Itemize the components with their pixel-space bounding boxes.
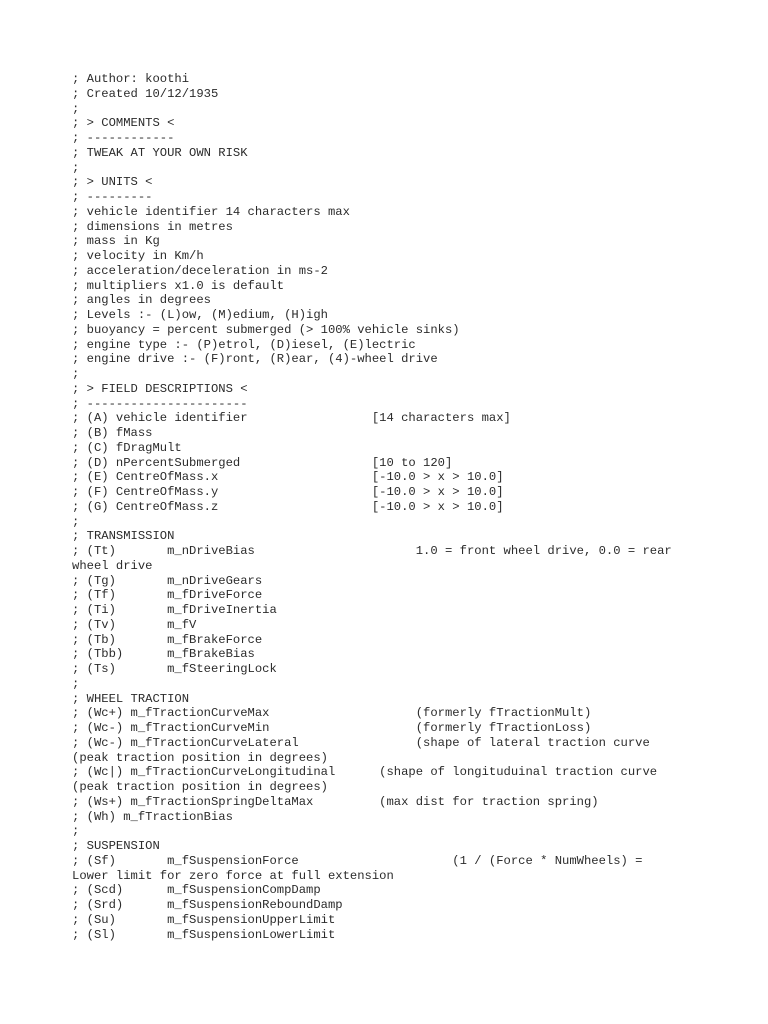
- text-line: ; (Tg) m_nDriveGears: [72, 573, 263, 588]
- text-line: ; (Tf) m_fDriveForce: [72, 588, 263, 603]
- text-line: Lower limit for zero force at full extension: [72, 868, 394, 883]
- text-line: ; buoyancy = percent submerged (> 100% vehicle sinks): [72, 322, 460, 337]
- text-line: (peak traction position in degrees): [72, 780, 328, 794]
- text-line: ; (Tv) m_fV: [72, 617, 197, 632]
- text-line: ; Created 10/12/1935: [72, 86, 219, 101]
- text-line: ; > UNITS <: [72, 175, 153, 190]
- text-line: ; TWEAK AT YOUR OWN RISK: [72, 145, 248, 160]
- text-line: ; (Su) m_fSuspensionUpperLimit: [72, 912, 336, 927]
- text-line: ; (E) CentreOfMass.x [-10.0 > x > 10.0]: [72, 470, 504, 485]
- text-line: ; SUSPENSION: [72, 839, 160, 853]
- document-page: [72, 72, 762, 942]
- text-line: ; (Tb) m_fBrakeForce: [72, 632, 263, 647]
- text-line: ; WHEEL TRACTION: [72, 691, 190, 706]
- text-line: ; (Tbb) m_fBrakeBias: [72, 647, 255, 662]
- text-line: ; Levels :- (L)ow, (M)edium, (H)igh: [72, 308, 328, 322]
- text-line: ; (D) nPercentSubmerged [10 to 120]: [72, 455, 453, 470]
- text-line: wheel drive: [72, 558, 153, 573]
- text-line: ; multipliers x1.0 is default: [72, 278, 285, 293]
- text-line: ; dimensions in metres: [72, 219, 233, 234]
- text-line: ; acceleration/deceleration in ms-2: [72, 263, 328, 278]
- text-line: ; angles in degrees: [72, 293, 211, 308]
- text-line: ; (Tt) m_nDriveBias 1.0 = front wheel drive, 0.0 = rear: [72, 544, 672, 558]
- text-line: ; (B) fMass: [72, 426, 153, 440]
- text-line: ; (F) CentreOfMass.y [-10.0 > x > 10.0]: [72, 485, 504, 499]
- text-line: ;: [72, 824, 80, 839]
- text-line: (peak traction position in degrees): [72, 750, 328, 765]
- text-line: ; Author: koothi: [72, 72, 190, 86]
- text-line: ; mass in Kg: [72, 234, 160, 249]
- text-line: ; (Scd) m_fSuspensionCompDamp: [72, 883, 321, 898]
- text-line: ; (Srd) m_fSuspensionReboundDamp: [72, 898, 343, 912]
- text-line: ; ----------------------: [72, 396, 248, 411]
- text-line: ; (Wc+) m_fTractionCurveMax (formerly fTractionMult): [72, 706, 592, 721]
- text-line: ; (Sf) m_fSuspensionForce (1 / (Force * NumWheels) =: [72, 853, 643, 868]
- text-line: ; (Ti) m_fDriveInertia: [72, 603, 277, 617]
- text-line: ; (Wh) m_fTractionBias: [72, 809, 233, 824]
- text-line: ; velocity in Km/h: [72, 249, 204, 263]
- text-line: ; (Wc-) m_fTractionCurveMin (formerly fTractionLoss): [72, 721, 592, 735]
- text-line: ; TRANSMISSION: [72, 529, 175, 544]
- text-line: ; ---------: [72, 190, 153, 204]
- text-line: ; (G) CentreOfMass.z [-10.0 > x > 10.0]: [72, 499, 504, 514]
- text-line: ; (Ts) m_fSteeringLock: [72, 662, 277, 676]
- text-line: ; (Sl) m_fSuspensionLowerLimit: [72, 927, 336, 942]
- text-line: ; (Wc-) m_fTractionCurveLateral (shape of lateral traction curve: [72, 735, 650, 750]
- text-line: ; (A) vehicle identifier [14 characters max]: [72, 411, 511, 426]
- text-line: ; engine drive :- (F)ront, (R)ear, (4)-wheel drive: [72, 352, 438, 367]
- text-line: ; (Ws+) m_fTractionSpringDeltaMax (max dist for traction spring): [72, 794, 599, 809]
- text-line: ; > FIELD DESCRIPTIONS <: [72, 381, 248, 396]
- text-line: ; (C) fDragMult: [72, 440, 182, 455]
- text-line: ; (Wc|) m_fTractionCurveLongitudinal (shape of longituduinal traction curve: [72, 765, 658, 780]
- text-line: ;: [72, 676, 80, 691]
- text-line: ;: [72, 367, 80, 381]
- text-line: ; vehicle identifier 14 characters max: [72, 204, 350, 219]
- text-line: ;: [72, 101, 80, 116]
- text-line: ; engine type :- (P)etrol, (D)iesel, (E)lectric: [72, 337, 416, 352]
- text-line: ;: [72, 160, 80, 175]
- text-line: ; ------------: [72, 131, 175, 145]
- text-line: ;: [72, 514, 80, 529]
- text-line: ; > COMMENTS <: [72, 116, 175, 131]
